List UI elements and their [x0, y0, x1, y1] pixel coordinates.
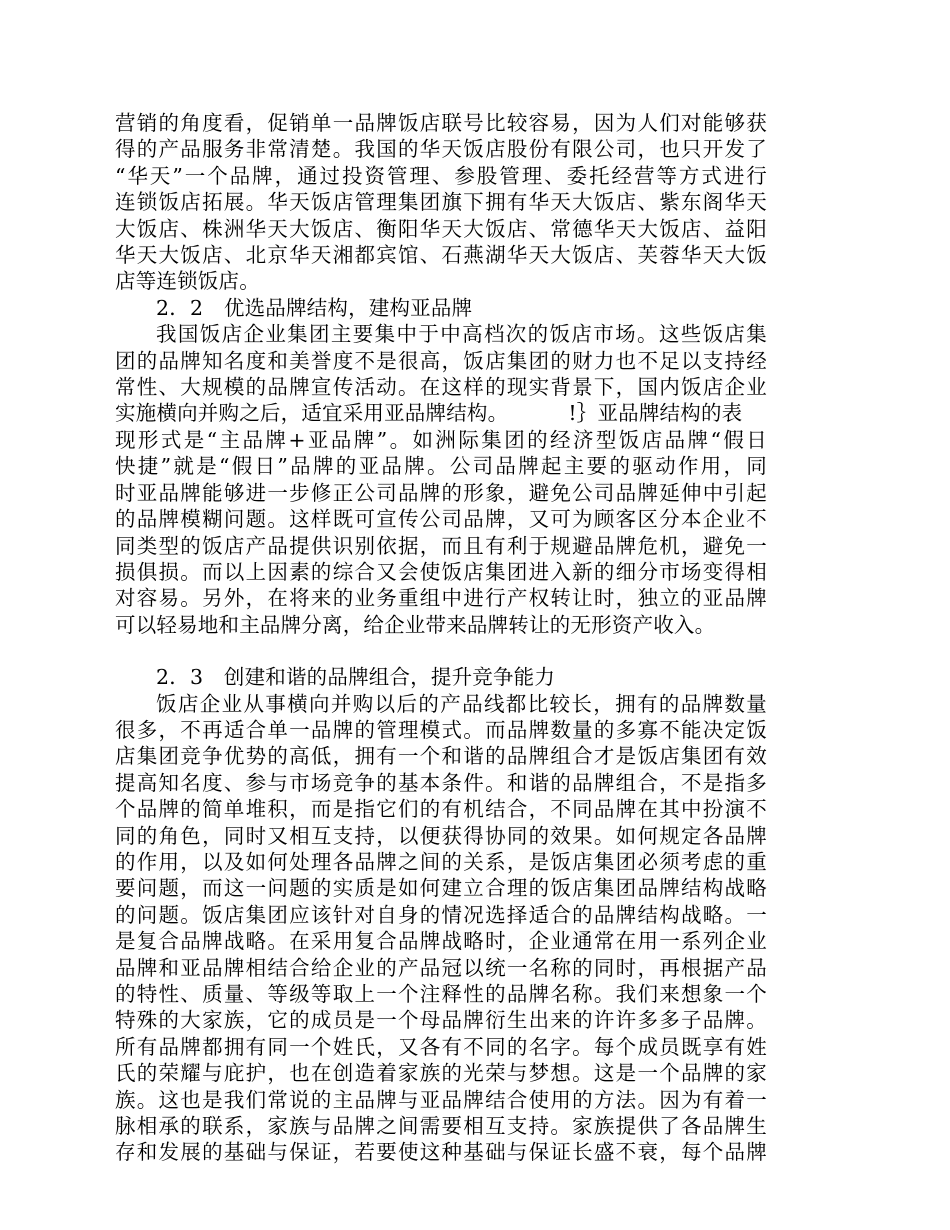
text-line: 同类型的饭店产品提供识别依据，而且有利于规避品牌危机，避免一	[115, 533, 767, 558]
text-line: 个品牌的简单堆积，而是指它们的有机结合，不同品牌在其中扮演不	[115, 797, 767, 822]
text-line-start: 实施横向并购之后，适宜采用亚品牌结构。	[115, 401, 509, 426]
text-line: 店等连锁饭店。	[115, 269, 260, 294]
text-line: 常性、大规模的品牌宣传活动。在这样的现实背景下，国内饭店企业	[115, 375, 767, 400]
text-line: 很多，不再适合单一品牌的管理模式。而品牌数量的多寡不能决定饭	[115, 717, 767, 742]
text-line: “华天”一个品牌，通过投资管理、参股管理、委托经营等方式进行	[115, 163, 767, 188]
text-line: 所有品牌都拥有同一个姓氏，又各有不同的名字。每个成员既享有姓	[115, 1034, 767, 1059]
text-line: 脉相承的联系，家族与品牌之间需要相互支持。家族提供了各品牌生	[115, 1114, 767, 1139]
text-line: 提高知名度、参与市场竞争的基本条件。和谐的品牌组合，不是指多	[115, 770, 767, 795]
document-page	[115, 110, 767, 1166]
text-line: 大饭店、株洲华天大饭店、衡阳华天大饭店、常德华天大饭店、益阳	[115, 216, 767, 241]
text-line: 的品牌模糊问题。这样既可宣传公司品牌，又可为顾客区分本企业不	[115, 507, 767, 532]
text-line: 得的产品服务非常清楚。我国的华天饭店股份有限公司，也只开发了	[115, 137, 767, 162]
text-line: 华天大饭店、北京华天湘都宾馆、石燕湖华天大饭店、芙蓉华天大饭	[115, 243, 767, 268]
text-line: 可以轻易地和主品牌分离，给企业带来品牌转让的无形资产收入。	[115, 612, 716, 637]
text-line: 现形式是“主品牌+亚品牌”。如洲际集团的经济型饭店品牌“假日	[115, 427, 767, 452]
section-heading: 2．3 创建和谐的品牌组合，提升竞争能力	[156, 665, 556, 690]
text-line: 的作用，以及如何处理各品牌之间的关系，是饭店集团必须考虑的重	[115, 849, 767, 874]
text-line: 特殊的大家族，它的成员是一个母品牌衍生出来的许许多多子品牌。	[115, 1008, 767, 1033]
text-line: 连锁饭店拓展。华天饭店管理集团旗下拥有华天大饭店、紫东阁华天	[115, 190, 767, 215]
text-line: 是复合品牌战略。在采用复合品牌战略时，企业通常在用一系列企业	[115, 929, 767, 954]
text-line: 营销的角度看，促销单一品牌饭店联号比较容易，因为人们对能够获	[115, 111, 767, 135]
text-line: 我国饭店企业集团主要集中于中高档次的饭店市场。这些饭店集	[156, 322, 767, 347]
text-line: 的问题。饭店集团应该针对自身的情况选择适合的品牌结构战略。一	[115, 902, 767, 927]
text-line: 存和发展的基础与保证，若要使这种基础与保证长盛不衰，每个品牌	[115, 1140, 767, 1165]
text-line: 品牌和亚品牌相结合给企业的产品冠以统一名称的同时，再根据产品	[115, 955, 767, 980]
text-line: 店集团竞争优势的高低，拥有一个和谐的品牌组合才是饭店集团有效	[115, 744, 767, 769]
text-line: 的特性、质量、等级等取上一个注释性的品牌名称。我们来想象一个	[115, 982, 767, 1006]
paragraph-intro	[115, 110, 767, 295]
text-line: 氏的荣耀与庇护，也在创造着家族的光荣与梦想。这是一个品牌的家	[115, 1061, 767, 1086]
text-line: 要问题，而这一问题的实质是如何建立合理的饭店集团品牌结构战略	[115, 876, 767, 901]
section-2-2	[115, 295, 767, 638]
text-line: 饭店企业从事横向并购以后的产品线都比较长，拥有的品牌数量	[156, 691, 767, 716]
text-line: 快捷”就是“假日”品牌的亚品牌。公司品牌起主要的驱动作用，同	[115, 454, 767, 479]
text-line: 团的品牌知名度和美誉度不是很高，饭店集团的财力也不足以支持经	[115, 348, 767, 373]
text-line: 同的角色，同时又相互支持，以便获得协同的效果。如何规定各品牌	[115, 823, 767, 848]
section-2-3	[115, 664, 767, 1166]
section-heading: 2．2 优选品牌结构，建构亚品牌	[156, 295, 473, 320]
text-line: 时亚品牌能够进一步修正公司品牌的形象，避免公司品牌延伸中引起	[115, 480, 767, 505]
text-line: 损俱损。而以上因素的综合又会使饭店集团进入新的细分市场变得相	[115, 559, 767, 584]
text-line: 族。这也是我们常说的主品牌与亚品牌结合使用的方法。因为有着一	[115, 1087, 767, 1112]
text-line-tail: !｝亚品牌结构的表	[568, 401, 743, 426]
text-line	[115, 400, 767, 426]
paragraph-gap	[115, 638, 767, 664]
text-line: 对容易。另外，在将来的业务重组中进行产权转让时，独立的亚品牌	[115, 586, 767, 611]
